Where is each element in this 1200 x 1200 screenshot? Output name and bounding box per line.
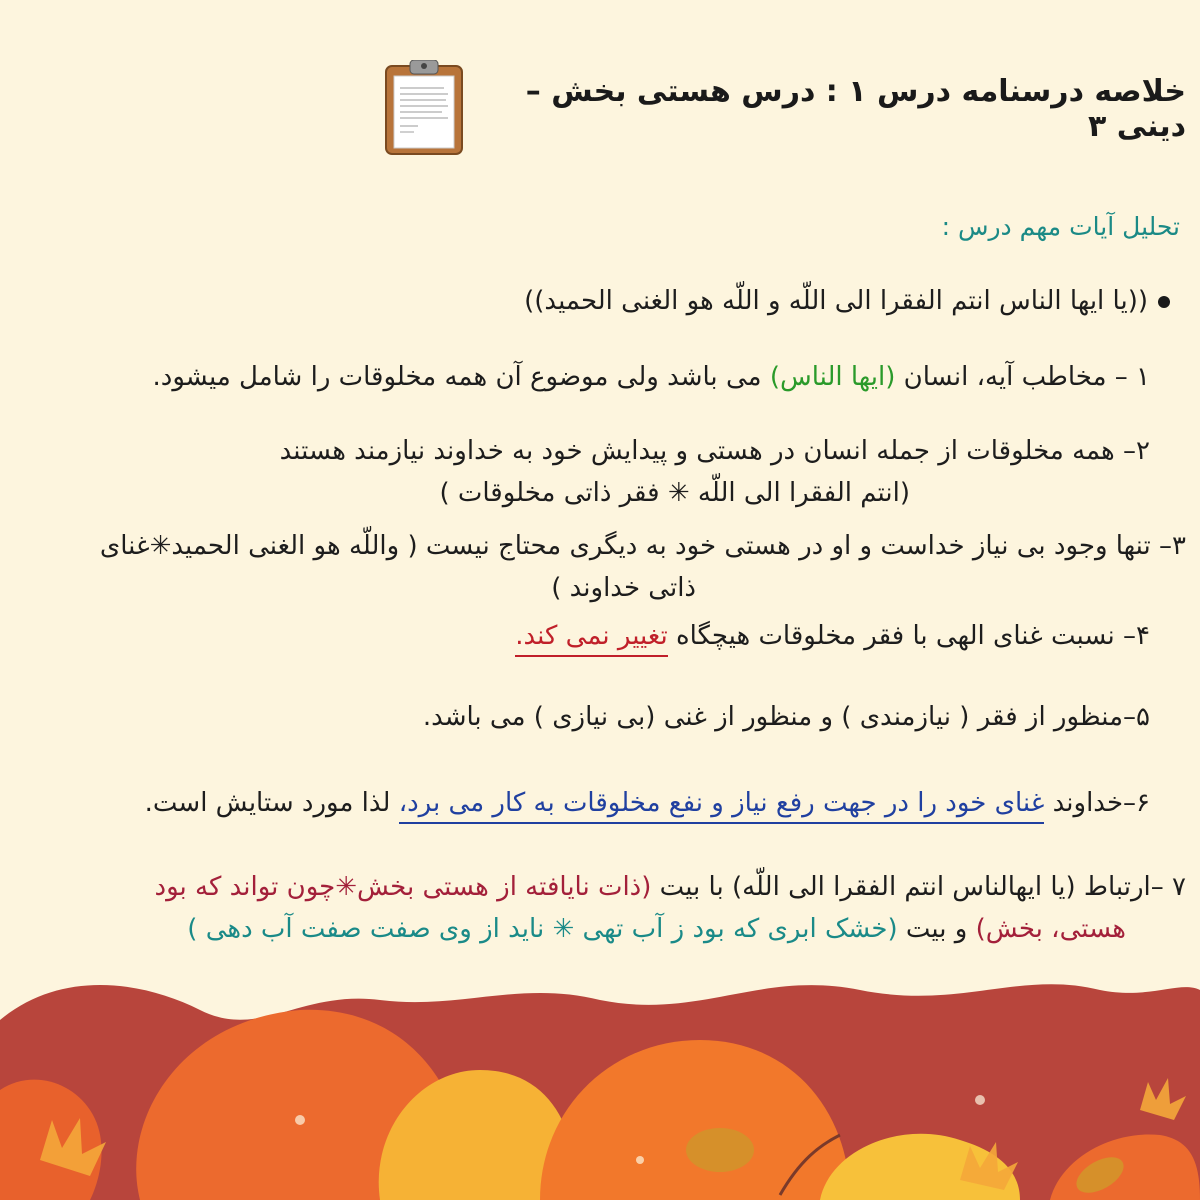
point-7-line-2 [16, 908, 1186, 950]
point-4-highlight: تغییر نمی کند. [515, 621, 667, 657]
point-7 [16, 866, 1186, 950]
page-title: خلاصه درسنامه درس ۱ : درس هستی بخش – دینی ۳ [525, 74, 1186, 144]
point-3 [20, 525, 1186, 609]
point-1-text-b: می باشد ولی موضوع آن همه مخلوقات را شامل میشود. [152, 362, 770, 392]
point-3-line-1: ۳– تنها وجود بی نیاز خداست و او در هستی خود به دیگری محتاج نیست ( واللّه هو الغنی الحمید✳غنای [99, 531, 1186, 561]
point-3-line-2: ذاتی خداوند ) [551, 573, 696, 603]
verse-text: ((یا ایها الناس انتم الفقرا الی اللّه و اللّه هو الغنی الحمید)) [524, 286, 1148, 316]
point-7-highlight-1: (ذات نایافته از هستی بخش✳چون تواند که بود [154, 872, 652, 902]
point-5-text: ۵–منظور از فقر ( نیازمندی ) و منظور از غنی (بی نیازی ) می باشد. [422, 702, 1150, 732]
point-7-highlight-2: (خشک ابری که بود ز آب تهی ✳ ناید از وی صفت صفت آب دهی ) [187, 914, 898, 944]
clipboard-icon [384, 60, 464, 156]
point-2-line-1: ۲– همه مخلوقات از جمله انسان در هستی و پیدایش خود به خداوند نیازمند هستند [279, 436, 1150, 466]
point-2-line-2: (انتم الفقرا الی اللّه ✳ فقر ذاتی مخلوقات ) [439, 478, 910, 508]
verse-line [30, 280, 1170, 322]
point-7-text-a: ۷ –ارتباط (یا ایهالناس انتم الفقرا الی اللّه) با بیت [651, 872, 1186, 902]
point-6 [10, 782, 1150, 824]
point-5 [10, 696, 1150, 738]
point-2 [10, 430, 1150, 514]
point-6-highlight: غنای خود را در جهت رفع نیاز و نفع مخلوقات به کار می برد، [399, 788, 1045, 824]
point-4 [10, 615, 1150, 657]
section-subtitle: تحلیل آیات مهم درس : [941, 212, 1180, 241]
point-1-text-a: ۱ – مخاطب آیه، انسان [895, 362, 1150, 392]
point-7-highlight-1b: هستی، بخش) [975, 914, 1126, 944]
point-7-line-1 [16, 866, 1186, 908]
point-6-text-a: ۶–خداوند [1044, 788, 1150, 818]
point-7-text-b: و بیت [897, 914, 976, 944]
bullet-icon [1158, 296, 1170, 308]
point-1 [10, 356, 1150, 398]
point-1-highlight: (ایها الناس) [769, 362, 896, 392]
point-4-text-a: ۴– نسبت غنای الهی با فقر مخلوقات هیچگاه [667, 621, 1150, 651]
point-6-text-b: لذا مورد ستایش است. [144, 788, 399, 818]
autumn-leaves-decoration [0, 960, 1200, 1200]
